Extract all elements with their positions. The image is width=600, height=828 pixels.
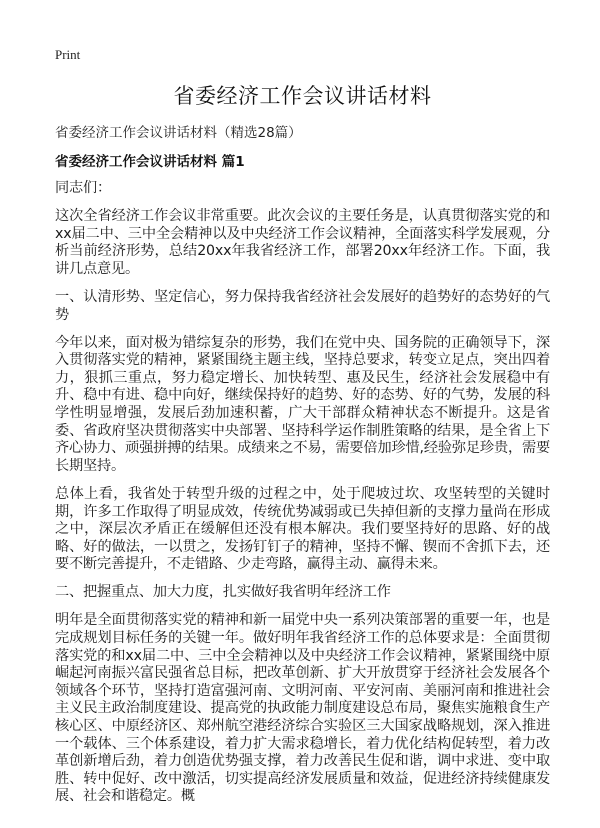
- section-subheading: 二、把握重点、加大力度，扎实做好我省明年经济工作: [55, 584, 391, 601]
- paragraph: 今年以来，面对极为错综复杂的形势，我们在党中央、国务院的正确领导下，深入贯彻落实党的精神，紧紧围绕主题主线，坚持总要求，转变立足点，突出四着力，狠抓三重点，努力稳定增长、加快转型、惠及民生，经济社会发展稳中有升、稳中有进、稳中向好，继续保持好的趋势、好的态势、好的气势，发展的科学性明显增强，发展后劲加速积蓄，广大干部群众精神状态不断提升。这是省委、省政府坚决贯彻落实中央部署、坚持科学运作制胜策略的结果，是全省上下齐心协力、顽强拼搏的结果。成绩来之不易，需要倍加珍惜,经验弥足珍贵，需要长期坚持。: [55, 334, 550, 474]
- section-heading: 省委经济工作会议讲话材料 篇1: [55, 154, 245, 170]
- section-subheading: 一、认清形势、坚定信心，努力保持我省经济社会发展好的趋势好的态势好的气势: [55, 288, 550, 323]
- document-subtitle: 省委经济工作会议讲话材料（精选28篇）: [55, 125, 302, 141]
- print-label[interactable]: Print: [55, 47, 81, 62]
- paragraph: 明年是全面贯彻落实党的精神和新一届党中央一系列决策部署的重要一年，也是完成规划目标任务的关键一年。做好明年我省经济工作的总体要求是：全面贯彻落实党的和xx届二中、三中全会精神以及中央经济工作会议精神，紧紧围绕中原崛起河南振兴富民强省总目标，把改革创新、扩大开放贯穿于经济社会发展各个领域各个环节，坚持打造富强河南、文明河南、平安河南、美丽河南和推进社会主义民主政治制度建设、提高党的执政能力制度建设总布局，聚焦实施粮食生产核心区、中原经济区、郑州航空港经济综合实验区三大国家战略规划，深入推进一个载体、三个体系建设，着力扩大需求稳增长，着力优化结构促转型，着力改革创新增后劲，着力创造优势强支撑，着力改善民生促和谐，调中求进、变中取胜、转中促好、改中激活，切实提高经济发展质量和效益，促进经济持续健康发展、社会和谐稳定。概: [55, 612, 550, 805]
- paragraph: 总体上看，我省处于转型升级的过程之中，处于爬坡过坎、攻坚转型的关键时期，许多工作取得了明显成效，传统优势减弱或已失掉但新的支撑力量尚在形成之中，深层次矛盾正在缓解但还没有根本解决。我们要坚持好的思路、好的战略、好的做法，一以贯之，发扬钉钉子的精神，坚持不懈、锲而不舍抓下去，还要不断完善提升，不走错路、少走弯路，赢得主动、赢得未来。: [55, 485, 550, 573]
- document-body: [55, 180, 550, 817]
- paragraph: 这次全省经济工作会议非常重要。此次会议的主要任务是，认真贯彻落实党的和xx届二中、三中全会精神以及中央经济工作会议精神，全面落实科学发展观，分析当前经济形势，总结20xx年我省经济工作，部署20xx年经济工作。下面，我讲几点意见。: [55, 208, 550, 277]
- salutation: 同志们：: [55, 180, 111, 196]
- document-title: 省委经济工作会议讲话材料: [173, 84, 432, 108]
